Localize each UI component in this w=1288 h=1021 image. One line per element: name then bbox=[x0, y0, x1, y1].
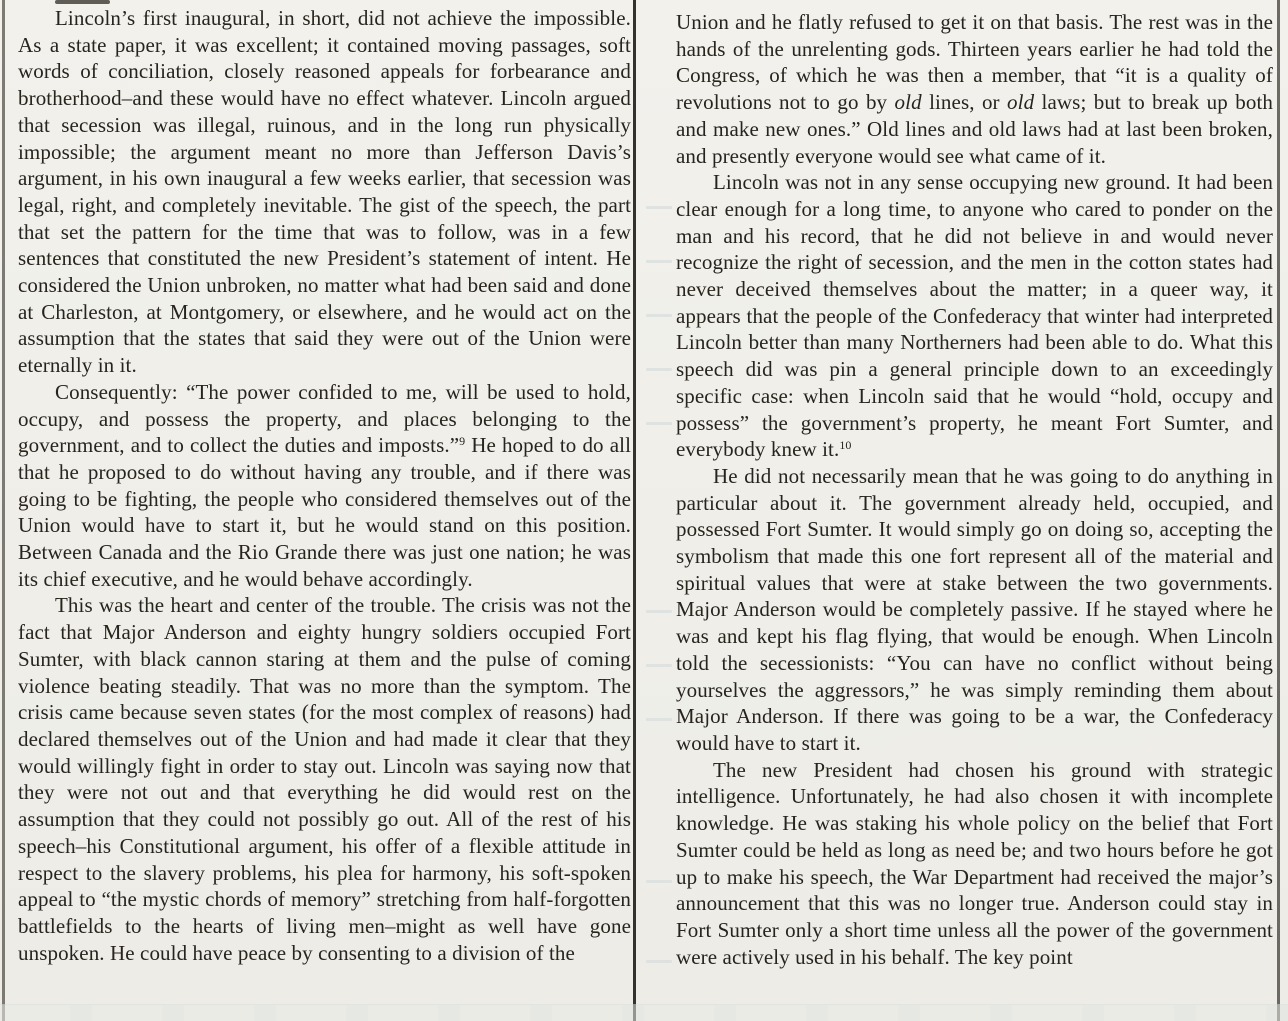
body-text: The new President had chosen his ground with strategic intelligence. Unfortunately, he had also chosen it with incomplete knowledge. He was staking his whole policy on the belief that Fort Sumter could be held as long as need be; and two hours before he got up to make his speech, the War Department had received the major’s announcement that this was no longer true. Anderson could stay in Fort Sumter only a short time unless all the power of the government were actively used in his behalf. The key point bbox=[676, 757, 1273, 969]
scan-artifact-top-smudge bbox=[55, 0, 110, 4]
scan-artifact-dash bbox=[646, 664, 672, 667]
body-text: He did not necessarily mean that he was going to do anything in particular about it. The government already held, occupied, and possessed Fort Sumter. It would simply go on doing so, accepting the symbolism that made this one fort represent all of the material and spiritual values that were at stake between the two governments. Major Anderson would be completely passive. If he stayed where he was and kept his flag flying, that would be enough. When Lincoln told the secessionists: “You can have no conflict without being yourselves the aggressors,” he was simply reminding them about Major Anderson. If there was going to be a war, the Confederacy would have to start it. bbox=[676, 463, 1273, 755]
column-gutter-rule bbox=[633, 0, 636, 1021]
text-column-right bbox=[676, 9, 1273, 970]
page-right-edge-rule bbox=[1277, 0, 1280, 1021]
footnote-marker: 10 bbox=[839, 438, 852, 453]
scan-artifact-dash bbox=[646, 206, 672, 209]
scan-artifact-dash bbox=[646, 960, 672, 963]
scan-artifact-dash bbox=[646, 422, 672, 425]
paragraph-right-4 bbox=[676, 757, 1273, 971]
body-text: lines, or bbox=[921, 90, 1008, 115]
emphasized-text: old bbox=[894, 90, 922, 115]
paragraph-left-1 bbox=[18, 5, 631, 379]
text-column-left bbox=[18, 5, 631, 966]
emphasized-text: old bbox=[1007, 90, 1035, 115]
scan-artifact-bottom-band bbox=[0, 1004, 1288, 1021]
body-text: laws; but to break up both and make new ones.” Old lines and old laws had at last been broken, and presently everyone would see what came of it. bbox=[676, 90, 1273, 168]
scan-artifact-dash bbox=[646, 260, 672, 263]
paragraph-right-1 bbox=[676, 9, 1273, 169]
paragraph-left-3 bbox=[18, 592, 631, 966]
scan-artifact-dash bbox=[646, 610, 672, 613]
scan-artifact-dash bbox=[646, 718, 672, 721]
paragraph-right-2 bbox=[676, 169, 1273, 463]
body-text: He hoped to do all that he proposed to do without having any trouble, and if there was going to be fighting, the people who considered themselves out of the Union would have to start it, but he would stand on this position. Between Canada and the Rio Grande there was just one nation; he was its chief executive, and he would behave accordingly. bbox=[18, 433, 631, 591]
scan-artifact-dash bbox=[646, 880, 672, 883]
paragraph-left-2 bbox=[18, 379, 631, 593]
body-text: This was the heart and center of the trouble. The crisis was not the fact that Major Anderson and eighty hungry soldiers occupied Fort Sumter, with black cannon staring at them and the pulse of coming violence beating steadily. That was no more than the symptom. The crisis came because seven states (for the most complex of reasons) had declared themselves out of the Union and had made it clear that they would willingly fight in order to stay out. Lincoln was saying now that they were not out and that everything he did would rest on the assumption that they could not possibly go out. All of the rest of his speech–his Constitutional argument, his offer of a flexible attitude in respect to the slavery problems, his plea for harmony, his soft-spoken appeal to “the mystic chords of memory” stretching from half-forgotten battlefields to the hearts of living men–might as well have gone unspoken. He could have peace by consenting to a division of the bbox=[18, 593, 631, 965]
body-text: Lincoln’s first inaugural, in short, did not achieve the impossible. As a state paper, it was excellent; it contained moving passages, soft words of conciliation, closely reasoned appeals for forbearance and brotherhood–and these would have no effect whatever. Lincoln argued that secession was illegal, ruinous, and in the long run physically impossible; the argument meant no more than Jefferson Davis’s argument, in his own inaugural a few weeks earlier, that secession was legal, right, and completely inevitable. The gist of the speech, the part that set the pattern for the time that was to follow, was in a few sentences that constituted the new President’s statement of intent. He considered the Union unbroken, no matter what had been said and done at Charleston, at Montgomery, or elsewhere, and he would act on the assumption that the states that said they were out of the Union were eternally in it. bbox=[18, 6, 631, 378]
body-text: Consequently: “The power confided to me, will be used to hold, occupy, and possess the property, and places belonging to the government, and to collect the duties and imposts.” bbox=[18, 379, 631, 458]
scan-artifact-dash bbox=[646, 314, 672, 317]
footnote-marker: 9 bbox=[459, 434, 466, 449]
page-left-edge-rule bbox=[2, 0, 5, 1021]
paragraph-right-3 bbox=[676, 463, 1273, 757]
body-text: Union and he flatly refused to get it on that basis. The rest was in the hands of the unrelenting gods. Thirteen years earlier he had told the Congress, of which he was then a member, that “it is a quality of revolutions not to go by bbox=[676, 10, 1273, 115]
body-text: Lincoln was not in any sense occupying new ground. It had been clear enough for a long time, to anyone who cared to ponder on the man and his record, that he did not believe in and would never recognize the right of secession, and the men in the cotton states had never deceived themselves about the matter; in a queer way, it appears that the people of the Confederacy that winter had interpreted Lincoln better than many Northerners had been able to do. What this speech did was pin a general principle down to an exceedingly specific case: when Lincoln said that he would “hold, occupy and possess” the government’s property, he meant Fort Sumter, and everybody knew it. bbox=[676, 170, 1273, 462]
scan-artifact-dash bbox=[646, 368, 672, 371]
